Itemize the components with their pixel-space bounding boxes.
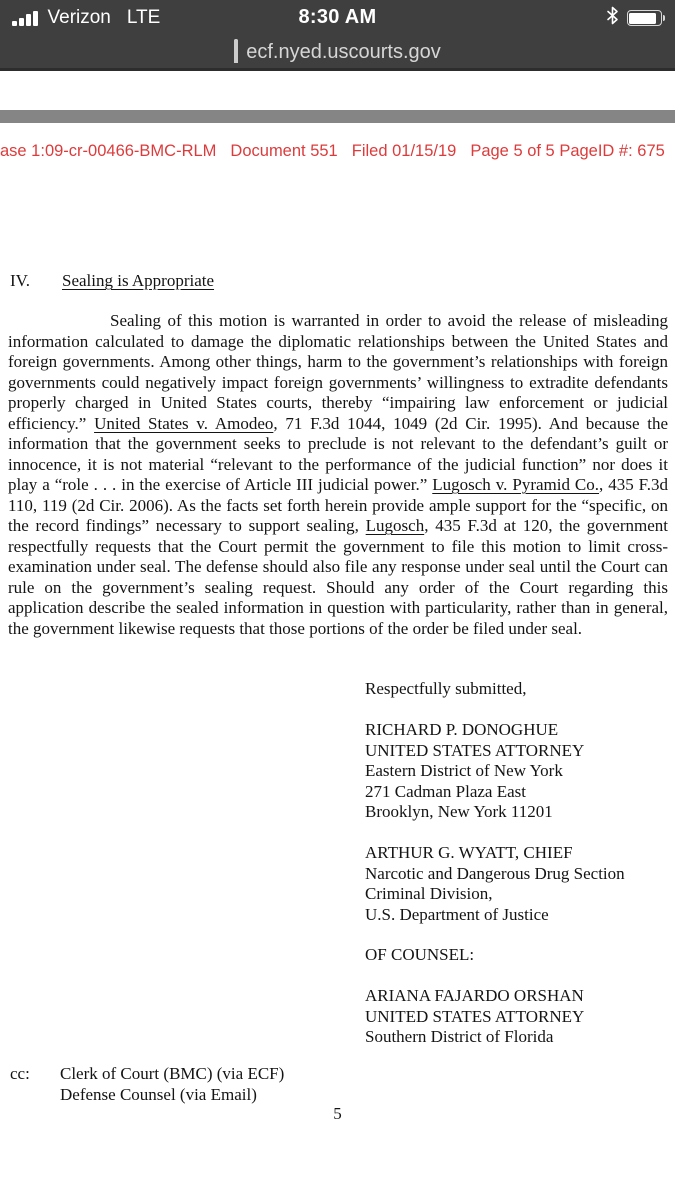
document-number: Document 551 xyxy=(230,142,338,160)
network-type-label: LTE xyxy=(126,7,161,28)
section-heading xyxy=(10,271,214,292)
signature-closing: Respectfully submitted, xyxy=(365,679,527,698)
text-line: Defense Counsel (via Email) xyxy=(60,1084,257,1104)
url-domain: ecf.nyed.uscourts.gov xyxy=(246,40,441,63)
text-line: Narcotic and Dangerous Drug Section xyxy=(365,863,625,883)
clock-label: 8:30 AM xyxy=(298,6,377,28)
ecf-stamp-header xyxy=(0,142,665,161)
filed-date: Filed 01/15/19 xyxy=(351,142,457,160)
page-number: 5 xyxy=(333,1104,342,1123)
text-line: RICHARD P. DONOGHUE xyxy=(365,720,559,739)
section-title: Sealing is Appropriate xyxy=(62,271,215,290)
signature-block-usattorney-edny xyxy=(365,720,584,823)
signature-block-usattorney-sdfl xyxy=(365,986,584,1048)
text-line: UNITED STATES ATTORNEY xyxy=(365,740,585,760)
case-citation: Lugosch v. Pyramid Co. xyxy=(432,475,600,494)
text-line: Clerk of Court (BMC) (via ECF) xyxy=(60,1064,285,1083)
status-bar xyxy=(0,0,675,36)
text-line: ARTHUR G. WYATT, CHIEF xyxy=(365,843,573,862)
paragraph-text: , 435 F.3d 110, 119 (2d Cir. 2006). As the facts set forth herein provide ample support for the “specific, on the record findings” necessary to support sealing, xyxy=(8,475,669,535)
text-line: 271 Cadman Plaza East xyxy=(365,781,526,801)
page-separator-band xyxy=(0,110,675,123)
cc-block xyxy=(10,1064,284,1105)
text-line: U.S. Department of Justice xyxy=(365,904,549,924)
case-citation: Lugosch xyxy=(365,516,425,535)
body-paragraph xyxy=(8,311,668,639)
cc-recipients xyxy=(60,1064,284,1105)
status-right xyxy=(606,6,666,30)
paragraph-text: , 71 F.3d 1044, 1049 (2d Cir. 1995). And because the information that the government seeks to preclude is not relevant to the defendant’s guilt or innocence, it is not material “relevant to the performance of the judicial function” nor does it play a “role . . . in the exercise of Article III judicial power.” xyxy=(8,413,668,494)
case-number: ase 1:09-cr-00466-BMC-RLM xyxy=(0,142,217,160)
section-numeral: IV. xyxy=(10,271,30,290)
page-info: Page 5 of 5 PageID #: 675 xyxy=(470,142,665,160)
lock-icon xyxy=(234,41,238,64)
text-line: Eastern District of New York xyxy=(365,761,563,780)
address-bar[interactable] xyxy=(0,36,675,68)
text-line: UNITED STATES ATTORNEY xyxy=(365,1006,585,1026)
paragraph-text: Sealing of this motion is warranted in order to avoid the release of misleading information calculated to damage the diplomatic relationships between the United States and foreign governments. Among other things, harm to the government’s relationships with foreign governments could negatively impact foreign governments’ willingness to extradite defendants properly charged in United States courts, thereby “impairing law enforcement or judicial efficiency.” xyxy=(8,311,668,433)
signature-block-doj-ndds xyxy=(365,843,625,925)
bluetooth-icon xyxy=(606,6,619,30)
carrier-label: Verizon xyxy=(47,7,111,28)
paragraph-text: , 435 F.3d at 120, the government respectfully requests that the Court permit the government to file this motion to limit cross-examination under seal. The defense should also file any response under seal until the Court can rule on the government’s sealing request. Should any order of the Court regarding this application describe the sealed information in question with particularity, rather than in general, the government likewise requests that those portions of the order be filed under seal. xyxy=(8,516,668,638)
text-line: ARIANA FAJARDO ORSHAN xyxy=(365,986,584,1005)
of-counsel-label: OF COUNSEL: xyxy=(365,945,475,964)
battery-icon xyxy=(627,10,666,26)
text-line: Brooklyn, New York 11201 xyxy=(365,802,553,821)
browser-chrome xyxy=(0,0,675,71)
text-line: Criminal Division, xyxy=(365,884,493,903)
text-line: Southern District of Florida xyxy=(365,1027,554,1046)
case-citation: United States v. Amodeo xyxy=(94,413,274,433)
cc-label: cc: xyxy=(10,1064,30,1083)
